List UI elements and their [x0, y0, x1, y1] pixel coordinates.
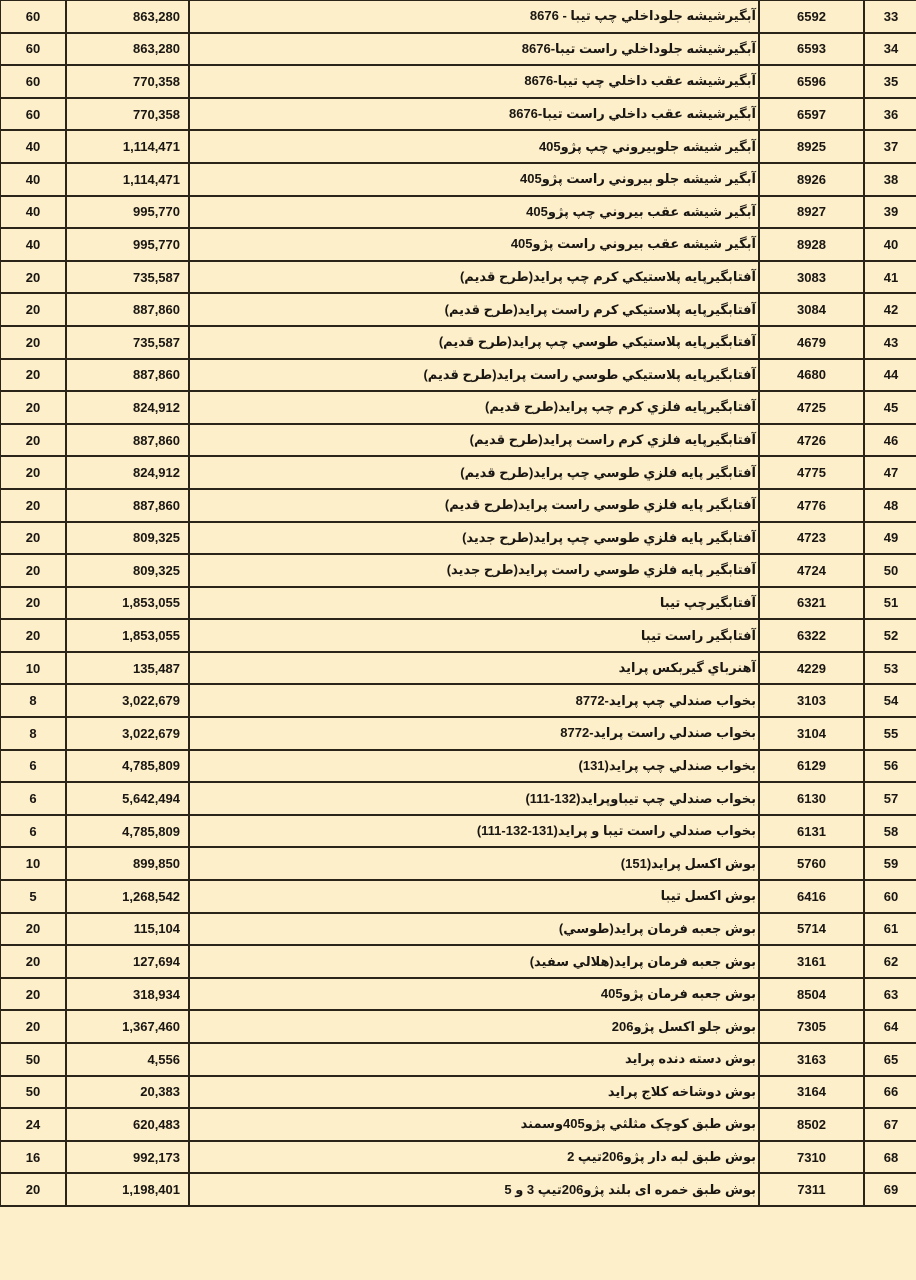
- product-name-cell: آبگیر شیشه عقب بيروني چپ پژو405: [189, 196, 759, 229]
- table-row: [0, 815, 916, 848]
- price-cell: 863,280: [66, 33, 189, 66]
- product-name-cell: بوش جلو اكسل پژو206: [189, 1010, 759, 1043]
- product-name-cell: بوش اكسل پرايد(151): [189, 847, 759, 880]
- product-name-cell: آفتابگیرپایه پلاستيكي كرم چپ پرايد(طرح قديم): [189, 261, 759, 294]
- product-code-cell: 3163: [759, 1043, 864, 1076]
- product-name-cell: آفتابگیرپایه پلاستيكي كرم راست پرايد(طرح قديم): [189, 293, 759, 326]
- product-code-cell: 3083: [759, 261, 864, 294]
- product-name-cell: آبگیرشیشه جلوداخلي چپ تيبا - 8676: [189, 0, 759, 33]
- table-row: [0, 391, 916, 424]
- product-name-cell: آفتابگیر پایه فلزي طوسي چپ پرايد(طرح جديد): [189, 522, 759, 555]
- price-cell: 992,173: [66, 1141, 189, 1174]
- price-cell: 3,022,679: [66, 717, 189, 750]
- table-row: [0, 1141, 916, 1174]
- product-name-cell: آبگیر شیشه عقب بيروني راست پژو405: [189, 228, 759, 261]
- product-code-cell: 4725: [759, 391, 864, 424]
- product-code-cell: 3164: [759, 1076, 864, 1109]
- table-row: [0, 33, 916, 66]
- table-row: [0, 326, 916, 359]
- price-cell: 995,770: [66, 196, 189, 229]
- row-number-cell: 39: [864, 196, 916, 229]
- table-row: [0, 1010, 916, 1043]
- product-name-cell: آفتابگیر راست تيبا: [189, 619, 759, 652]
- product-name-cell: آبگیر شیشه جلوبيروني چپ پژو405: [189, 130, 759, 163]
- table-row: [0, 587, 916, 620]
- quantity-cell: 60: [0, 33, 66, 66]
- quantity-cell: 20: [0, 554, 66, 587]
- table-row: [0, 913, 916, 946]
- product-name-cell: آبگیرشیشه عقب داخلي چپ تيبا-8676: [189, 65, 759, 98]
- table-row: [0, 293, 916, 326]
- product-code-cell: 6593: [759, 33, 864, 66]
- quantity-cell: 20: [0, 424, 66, 457]
- product-name-cell: آبگیرشیشه جلوداخلي راست تيبا-8676: [189, 33, 759, 66]
- table-row: [0, 456, 916, 489]
- quantity-cell: 20: [0, 391, 66, 424]
- table-row: [0, 163, 916, 196]
- price-cell: 824,912: [66, 456, 189, 489]
- quantity-cell: 6: [0, 815, 66, 848]
- price-cell: 4,785,809: [66, 750, 189, 783]
- quantity-cell: 10: [0, 847, 66, 880]
- product-code-cell: 3161: [759, 945, 864, 978]
- row-number-cell: 41: [864, 261, 916, 294]
- row-number-cell: 46: [864, 424, 916, 457]
- product-name-cell: آبگیر شیشه جلو بيروني راست پژو405: [189, 163, 759, 196]
- table-row: [0, 489, 916, 522]
- table-row: [0, 978, 916, 1011]
- product-code-cell: 4680: [759, 359, 864, 392]
- row-number-cell: 56: [864, 750, 916, 783]
- price-cell: 115,104: [66, 913, 189, 946]
- price-cell: 3,022,679: [66, 684, 189, 717]
- price-cell: 20,383: [66, 1076, 189, 1109]
- row-number-cell: 68: [864, 1141, 916, 1174]
- product-code-cell: 4723: [759, 522, 864, 555]
- product-code-cell: 6592: [759, 0, 864, 33]
- product-name-cell: آفتابگیر پایه فلزي طوسي راست پرايد(طرح جديد): [189, 554, 759, 587]
- row-number-cell: 62: [864, 945, 916, 978]
- row-number-cell: 36: [864, 98, 916, 131]
- row-number-cell: 50: [864, 554, 916, 587]
- table-row: [0, 880, 916, 913]
- product-code-cell: 6131: [759, 815, 864, 848]
- price-cell: 5,642,494: [66, 782, 189, 815]
- product-code-cell: 6129: [759, 750, 864, 783]
- table-row: [0, 717, 916, 750]
- price-cell: 1,114,471: [66, 130, 189, 163]
- product-name-cell: آفتابگیرپایه پلاستيكي طوسي چپ پرايد(طرح قديم): [189, 326, 759, 359]
- product-code-cell: 8927: [759, 196, 864, 229]
- quantity-cell: 5: [0, 880, 66, 913]
- quantity-cell: 40: [0, 163, 66, 196]
- price-cell: 770,358: [66, 65, 189, 98]
- price-cell: 887,860: [66, 424, 189, 457]
- price-cell: 1,268,542: [66, 880, 189, 913]
- product-code-cell: 8925: [759, 130, 864, 163]
- table-row: [0, 65, 916, 98]
- product-name-cell: بوش طبق لبه دار پژو206تيپ 2: [189, 1141, 759, 1174]
- row-number-cell: 53: [864, 652, 916, 685]
- row-number-cell: 58: [864, 815, 916, 848]
- price-cell: 620,483: [66, 1108, 189, 1141]
- product-name-cell: بوش اكسل تيبا: [189, 880, 759, 913]
- table-row: [0, 619, 916, 652]
- row-number-cell: 34: [864, 33, 916, 66]
- product-name-cell: بخواب صندلي چپ پرايد-8772: [189, 684, 759, 717]
- product-name-cell: بوش دوشاخه كلاج پرايد: [189, 1076, 759, 1109]
- price-cell: 1,853,055: [66, 587, 189, 620]
- product-code-cell: 7311: [759, 1173, 864, 1206]
- product-code-cell: 6321: [759, 587, 864, 620]
- row-number-cell: 55: [864, 717, 916, 750]
- price-cell: 735,587: [66, 261, 189, 294]
- quantity-cell: 50: [0, 1043, 66, 1076]
- quantity-cell: 40: [0, 130, 66, 163]
- table-row: [0, 1043, 916, 1076]
- table-row: [0, 1076, 916, 1109]
- price-cell: 995,770: [66, 228, 189, 261]
- row-number-cell: 37: [864, 130, 916, 163]
- price-cell: 770,358: [66, 98, 189, 131]
- row-number-cell: 59: [864, 847, 916, 880]
- price-cell: 809,325: [66, 554, 189, 587]
- quantity-cell: 20: [0, 978, 66, 1011]
- quantity-cell: 50: [0, 1076, 66, 1109]
- quantity-cell: 20: [0, 913, 66, 946]
- price-cell: 135,487: [66, 652, 189, 685]
- price-cell: 1,367,460: [66, 1010, 189, 1043]
- product-name-cell: بوش طبق كوچک مثلثي پژو405وسمند: [189, 1108, 759, 1141]
- table-row: [0, 98, 916, 131]
- table-row: [0, 261, 916, 294]
- quantity-cell: 8: [0, 684, 66, 717]
- price-cell: 735,587: [66, 326, 189, 359]
- table-row: [0, 359, 916, 392]
- quantity-cell: 60: [0, 0, 66, 33]
- price-cell: 887,860: [66, 293, 189, 326]
- price-cell: 899,850: [66, 847, 189, 880]
- row-number-cell: 63: [864, 978, 916, 1011]
- product-name-cell: آفتابگیر پایه فلزي طوسي راست پرايد(طرح قديم): [189, 489, 759, 522]
- product-code-cell: 5760: [759, 847, 864, 880]
- row-number-cell: 61: [864, 913, 916, 946]
- product-name-cell: آفتابگیرپایه فلزي كرم راست پرايد(طرح قديم): [189, 424, 759, 457]
- row-number-cell: 48: [864, 489, 916, 522]
- quantity-cell: 20: [0, 489, 66, 522]
- product-name-cell: بوش دسته دنده پرايد: [189, 1043, 759, 1076]
- row-number-cell: 35: [864, 65, 916, 98]
- row-number-cell: 64: [864, 1010, 916, 1043]
- table-row: [0, 522, 916, 555]
- quantity-cell: 10: [0, 652, 66, 685]
- quantity-cell: 40: [0, 196, 66, 229]
- product-code-cell: 4229: [759, 652, 864, 685]
- row-number-cell: 43: [864, 326, 916, 359]
- product-name-cell: آفتابگیرپایه پلاستيكي طوسي راست پرايد(طرح قديم): [189, 359, 759, 392]
- table-row: [0, 1108, 916, 1141]
- row-number-cell: 38: [864, 163, 916, 196]
- product-code-cell: 6596: [759, 65, 864, 98]
- row-number-cell: 42: [864, 293, 916, 326]
- quantity-cell: 20: [0, 619, 66, 652]
- product-code-cell: 4679: [759, 326, 864, 359]
- price-cell: 4,785,809: [66, 815, 189, 848]
- product-name-cell: آفتابگیر پایه فلزي طوسي چپ پرايد(طرح قديم): [189, 456, 759, 489]
- product-name-cell: بوش طبق خمره اى بلند پژو206تيپ 3 و 5: [189, 1173, 759, 1206]
- table-row: [0, 196, 916, 229]
- quantity-cell: 20: [0, 261, 66, 294]
- quantity-cell: 20: [0, 945, 66, 978]
- product-code-cell: 8928: [759, 228, 864, 261]
- price-cell: 809,325: [66, 522, 189, 555]
- row-number-cell: 65: [864, 1043, 916, 1076]
- quantity-cell: 20: [0, 587, 66, 620]
- price-cell: 887,860: [66, 489, 189, 522]
- row-number-cell: 54: [864, 684, 916, 717]
- quantity-cell: 16: [0, 1141, 66, 1174]
- quantity-cell: 20: [0, 293, 66, 326]
- table-row: [0, 1173, 916, 1206]
- product-name-cell: آبگیرشیشه عقب داخلي راست تيبا-8676: [189, 98, 759, 131]
- table-row: [0, 782, 916, 815]
- quantity-cell: 60: [0, 98, 66, 131]
- price-cell: 1,114,471: [66, 163, 189, 196]
- product-code-cell: 6322: [759, 619, 864, 652]
- row-number-cell: 69: [864, 1173, 916, 1206]
- product-code-cell: 8504: [759, 978, 864, 1011]
- quantity-cell: 60: [0, 65, 66, 98]
- product-code-cell: 4726: [759, 424, 864, 457]
- product-name-cell: بخواب صندلي چپ پرايد(131): [189, 750, 759, 783]
- quantity-cell: 20: [0, 326, 66, 359]
- product-name-cell: آفتابگیرپایه فلزي كرم چپ پرايد(طرح قديم): [189, 391, 759, 424]
- table-row: [0, 684, 916, 717]
- row-number-cell: 40: [864, 228, 916, 261]
- row-number-cell: 47: [864, 456, 916, 489]
- price-cell: 318,934: [66, 978, 189, 1011]
- product-code-cell: 6416: [759, 880, 864, 913]
- price-cell: 887,860: [66, 359, 189, 392]
- product-code-cell: 7305: [759, 1010, 864, 1043]
- product-code-cell: 7310: [759, 1141, 864, 1174]
- product-name-cell: بخواب صندلي چپ تيباوپرايد(132-111): [189, 782, 759, 815]
- table-row: [0, 424, 916, 457]
- row-number-cell: 52: [864, 619, 916, 652]
- table-row: [0, 0, 916, 33]
- product-code-cell: 4775: [759, 456, 864, 489]
- price-cell: 4,556: [66, 1043, 189, 1076]
- row-number-cell: 66: [864, 1076, 916, 1109]
- table-row: [0, 945, 916, 978]
- table-row: [0, 130, 916, 163]
- row-number-cell: 57: [864, 782, 916, 815]
- product-name-cell: آهنرباي گيربكس پرايد: [189, 652, 759, 685]
- price-cell: 1,198,401: [66, 1173, 189, 1206]
- product-name-cell: آفتابگیرچپ تيبا: [189, 587, 759, 620]
- quantity-cell: 20: [0, 456, 66, 489]
- product-name-cell: بخواب صندلي راست پرايد-8772: [189, 717, 759, 750]
- price-cell: 1,853,055: [66, 619, 189, 652]
- quantity-cell: 20: [0, 522, 66, 555]
- price-cell: 127,694: [66, 945, 189, 978]
- product-code-cell: 4776: [759, 489, 864, 522]
- quantity-cell: 20: [0, 1173, 66, 1206]
- row-number-cell: 44: [864, 359, 916, 392]
- row-number-cell: 60: [864, 880, 916, 913]
- quantity-cell: 6: [0, 782, 66, 815]
- table-row: [0, 750, 916, 783]
- product-code-cell: 8926: [759, 163, 864, 196]
- product-code-cell: 3104: [759, 717, 864, 750]
- row-number-cell: 67: [864, 1108, 916, 1141]
- product-name-cell: بوش جعبه فرمان پژو405: [189, 978, 759, 1011]
- quantity-cell: 40: [0, 228, 66, 261]
- quantity-cell: 8: [0, 717, 66, 750]
- table-row: [0, 228, 916, 261]
- table-row: [0, 847, 916, 880]
- product-code-cell: 6597: [759, 98, 864, 131]
- product-name-cell: بوش جعبه فرمان پرايد(طوسي): [189, 913, 759, 946]
- price-cell: 863,280: [66, 0, 189, 33]
- product-code-cell: 4724: [759, 554, 864, 587]
- row-number-cell: 49: [864, 522, 916, 555]
- product-code-cell: 8502: [759, 1108, 864, 1141]
- product-name-cell: بخواب صندلي راست تيبا و پرايد(131-132-111): [189, 815, 759, 848]
- product-code-cell: 3084: [759, 293, 864, 326]
- quantity-cell: 6: [0, 750, 66, 783]
- price-cell: 824,912: [66, 391, 189, 424]
- row-number-cell: 51: [864, 587, 916, 620]
- row-number-cell: 33: [864, 0, 916, 33]
- quantity-cell: 20: [0, 1010, 66, 1043]
- quantity-cell: 20: [0, 359, 66, 392]
- product-code-cell: 5714: [759, 913, 864, 946]
- table-row: [0, 652, 916, 685]
- table-row: [0, 554, 916, 587]
- product-code-cell: 6130: [759, 782, 864, 815]
- product-name-cell: بوش جعبه فرمان پرايد(هلالي سفيد): [189, 945, 759, 978]
- quantity-cell: 24: [0, 1108, 66, 1141]
- row-number-cell: 45: [864, 391, 916, 424]
- product-code-cell: 3103: [759, 684, 864, 717]
